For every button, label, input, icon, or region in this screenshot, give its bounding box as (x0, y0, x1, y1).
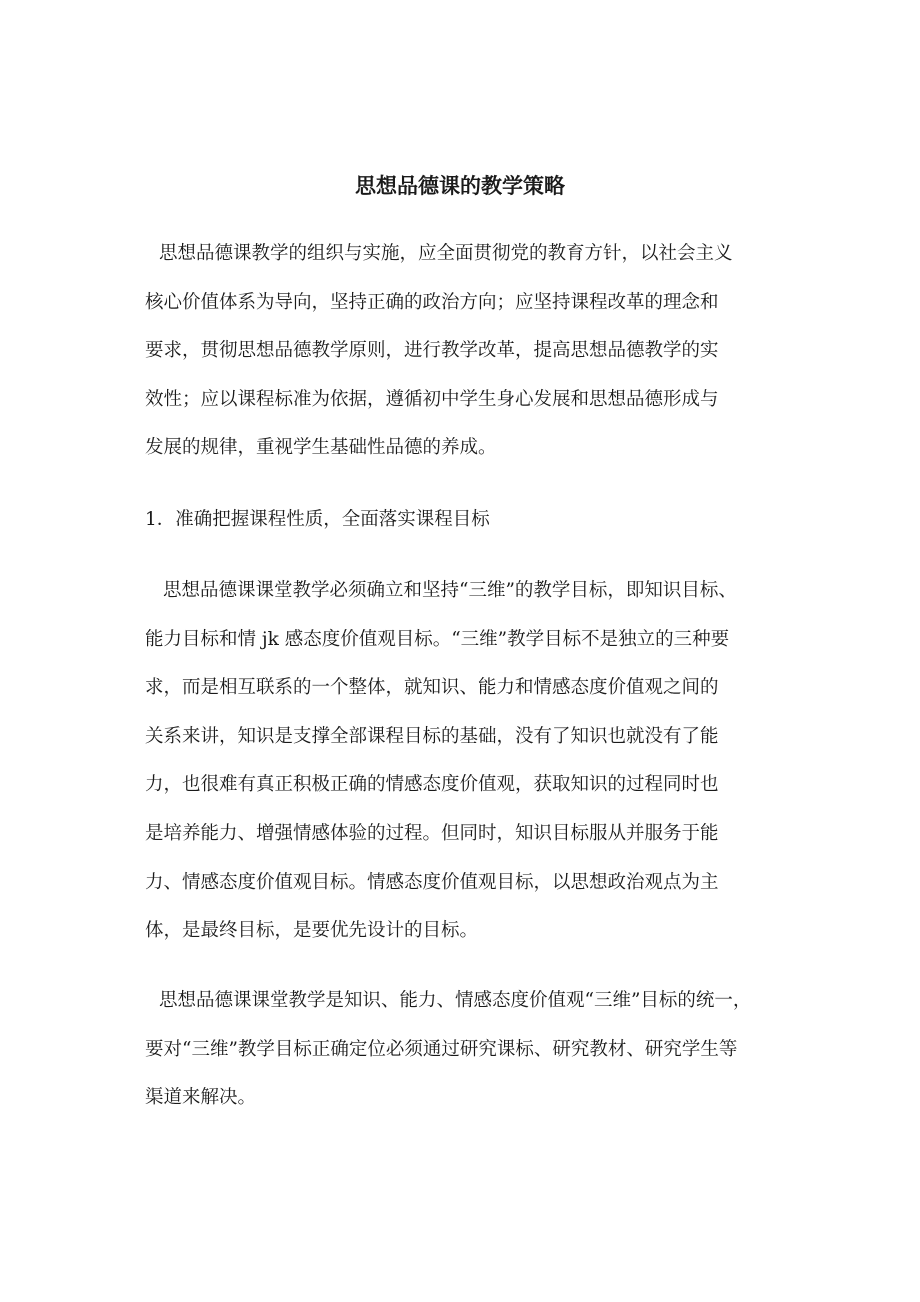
paragraph-line: 要对“三维”教学目标正确定位必须通过研究课标、研究教材、研究学生等 (145, 1038, 738, 1060)
paragraph-line: 思想品德课教学的组织与实施，应全面贯彻党的教育方针，以社会主义 (159, 243, 733, 264)
paragraph-line: 力，也很难有真正积极正确的情感态度价值观，获取知识的过程同时也 (145, 774, 719, 796)
paragraph-line: 是培养能力、增强情感体验的过程。但同时，知识目标服从并服务于能 (145, 822, 719, 844)
paragraph-line: 力、情感态度价值观目标。情感态度价值观目标，以思想政治观点为主 (145, 871, 719, 893)
paragraph-line: 关系来讲，知识是支撑全部课程目标的基础，没有了知识也就没有了能 (145, 725, 719, 747)
paragraph-line: 渠道来解决。 (145, 1087, 257, 1109)
paragraph-line: 效性；应以课程标准为依据，遵循初中学生身心发展和思想品德形成与 (145, 388, 719, 410)
section-heading-1 (145, 496, 785, 545)
paragraph-line: 发展的规律，重视学生基础性品德的养成。 (145, 437, 497, 459)
heading-text: 1．准确把握课程性质，全面落实课程目标 (145, 509, 490, 530)
paragraph-line: 思想品德课课堂教学必须确立和坚持“三维”的教学目标，即知识目标、 (163, 580, 737, 601)
paragraph-line: 能力目标和情 jk 感态度价值观目标。“三维”教学目标不是独立的三种要 (145, 628, 730, 650)
paragraph-goals (145, 567, 785, 956)
paragraph-three-dimensions (145, 977, 785, 1123)
paragraph-line: 要求，贯彻思想品德教学原则，进行教学改革，提高思想品德教学的实 (145, 340, 719, 362)
paragraph-line: 体，是最终目标，是要优先设计的目标。 (145, 920, 479, 942)
document-title: 思想品德课的教学策略 (355, 173, 565, 198)
paragraph-line: 求，而是相互联系的一个整体，就知识、能力和情感态度价值观之间的 (145, 677, 719, 699)
paragraph-line: 思想品德课课堂教学是知识、能力、情感态度价值观“三维”目标的统一， (159, 990, 752, 1011)
paragraph-line: 核心价值体系为导向，坚持正确的政治方向；应坚持课程改革的理念和 (145, 291, 719, 313)
paragraph-intro (145, 230, 785, 473)
